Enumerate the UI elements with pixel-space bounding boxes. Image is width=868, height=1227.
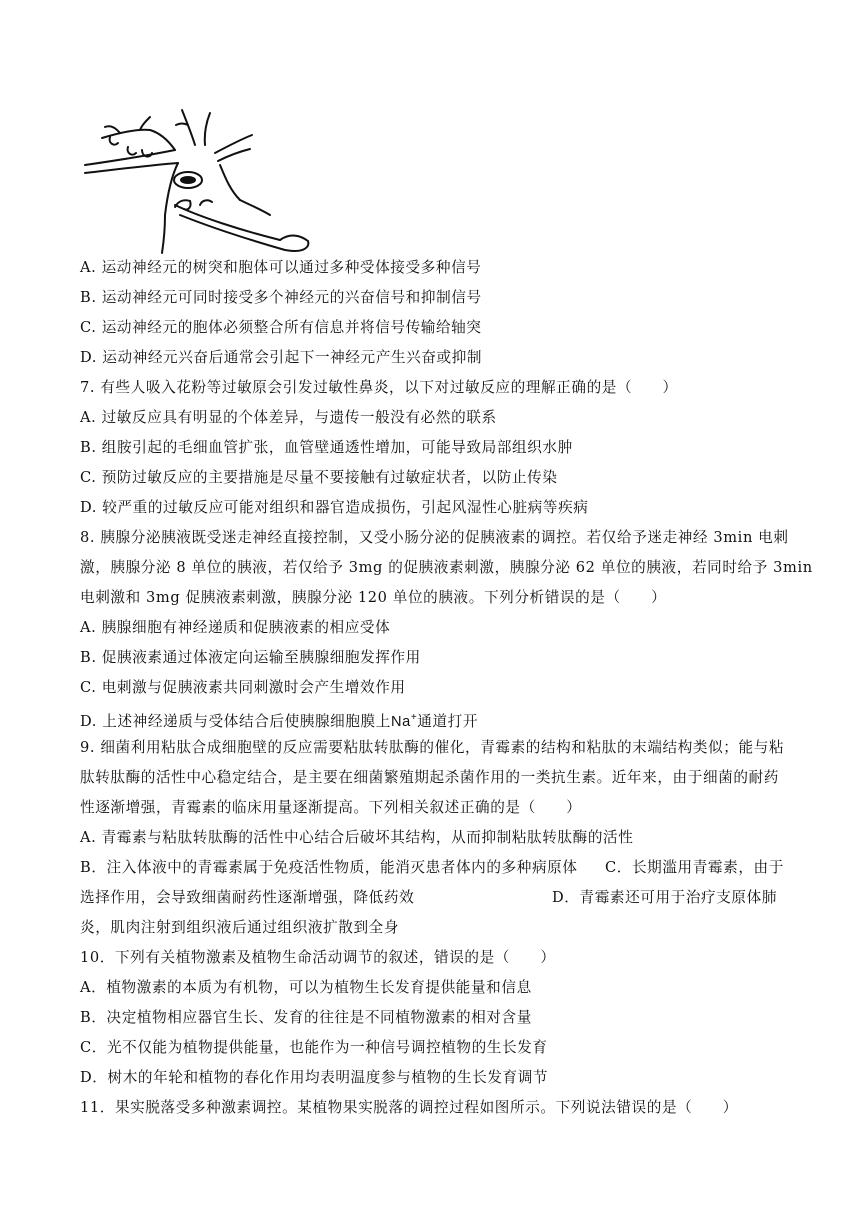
q11-stem: 11．果实脱落受多种激素调控。某植物果实脱落的调控过程如图所示。下列说法错误的是（ ） xyxy=(80,1099,738,1116)
q8-option-d xyxy=(80,708,478,732)
q8-stem-line1: 8. 胰腺分泌胰液既受迷走神经直接控制，又受小肠分泌的促胰液素的调控。若仅给予迷走神经 3min 电刺 xyxy=(80,529,789,546)
q9-option-b: B．注入体液中的青霉素属于免疫活性物质，能消灭患者体内的多种病原体 xyxy=(80,859,578,876)
q8-stem-line2: 激，胰腺分泌 8 单位的胰液，若仅给予 3mg 的促胰液素刺激，胰腺分泌 62 单位的胰液，若同时给予 3min xyxy=(80,559,813,576)
q10-option-a: A．植物激素的本质为有机物，可以为植物生长发育提供能量和信息 xyxy=(80,979,532,996)
q9-stem-line3: 性逐渐增强，青霉素的临床用量逐渐提高。下列相关叙述正确的是（ ） xyxy=(80,799,582,816)
q8-option-d-prefix: D. 上述神经递质与受体结合后使胰腺细胞膜上 xyxy=(80,713,391,730)
q6-option-c: C. 运动神经元的胞体必须整合所有信息并将信号传输给轴突 xyxy=(80,319,482,336)
motor-neuron-icon xyxy=(80,105,330,255)
q6-option-b: B. 运动神经元可同时接受多个神经元的兴奋信号和抑制信号 xyxy=(80,289,482,306)
ion-charge: + xyxy=(410,712,418,723)
q10-option-b: B．决定植物相应器官生长、发育的往往是不同植物激素的相对含量 xyxy=(80,1009,532,1026)
q9-option-a: A. 青霉素与粘肽转肽酶的活性中心结合后破坏其结构，从而抑制粘肽转肽酶的活性 xyxy=(80,829,634,846)
q10-option-d: D．树木的年轮和植物的春化作用均表明温度参与植物的生长发育调节 xyxy=(80,1069,549,1086)
q7-option-b: B. 组胺引起的毛细血管扩张，血管壁通透性增加，可能导致局部组织水肿 xyxy=(80,439,573,456)
q7-option-d: D. 较严重的过敏反应可能对组织和器官造成损伤，引起风湿性心脏病等疾病 xyxy=(80,499,589,516)
q9-option-c-line1: C．长期滥用青霉素，由于 xyxy=(605,859,784,876)
q7-option-a: A. 过敏反应具有明显的个体差异，与遗传一般没有必然的联系 xyxy=(80,409,497,426)
q9-stem-line1: 9. 细菌利用粘肽合成细胞壁的反应需要粘肽转肽酶的催化，青霉素的结构和粘肽的末端结构类似；能与粘 xyxy=(80,739,785,756)
q10-stem: 10．下列有关植物激素及植物生命活动调节的叙述，错误的是（ ） xyxy=(80,949,556,966)
q7-stem: 7. 有些人吸入花粉等过敏原会引发过敏性鼻炎，以下对过敏反应的理解正确的是（ ） xyxy=(80,379,678,396)
q6-option-a: A. 运动神经元的树突和胞体可以通过多种受体接受多种信号 xyxy=(80,259,482,276)
q8-option-d-suffix: 通道打开 xyxy=(417,713,479,730)
sodium-ion: Na xyxy=(390,714,411,730)
q8-option-b: B. 促胰液素通过体液定向运输至胰腺细胞发挥作用 xyxy=(80,649,421,666)
q6-option-d: D. 运动神经元兴奋后通常会引起下一神经元产生兴奋或抑制 xyxy=(80,349,483,366)
q9-option-d-line1: D．青霉素还可用于治疗支原体肺 xyxy=(552,889,778,906)
q8-option-c: C. 电刺激与促胰液素共同刺激时会产生增效作用 xyxy=(80,679,406,696)
q8-stem-line3: 电刺激和 3mg 促胰液素刺激，胰腺分泌 120 单位的胰液。下列分析错误的是（ ） xyxy=(80,589,667,606)
q9-option-c-line2: 选择作用，会导致细菌耐药性逐渐增强，降低药效 xyxy=(80,889,415,906)
q9-stem-line2: 肽转肽酶的活性中心稳定结合，是主要在细菌繁殖期起杀菌作用的一类抗生素。近年来，由于细菌的耐药 xyxy=(80,769,779,786)
q7-option-c: C. 预防过敏反应的主要措施是尽量不要接触有过敏症状者，以防止传染 xyxy=(80,469,558,486)
q8-option-a: A. 胰腺细胞有神经递质和促胰液素的相应受体 xyxy=(80,619,391,636)
q9-option-d-line2: 炎，肌肉注射到组织液后通过组织液扩散到全身 xyxy=(80,919,400,936)
q10-option-c: C．光不仅能为植物提供能量，也能作为一种信号调控植物的生长发育 xyxy=(80,1039,548,1056)
